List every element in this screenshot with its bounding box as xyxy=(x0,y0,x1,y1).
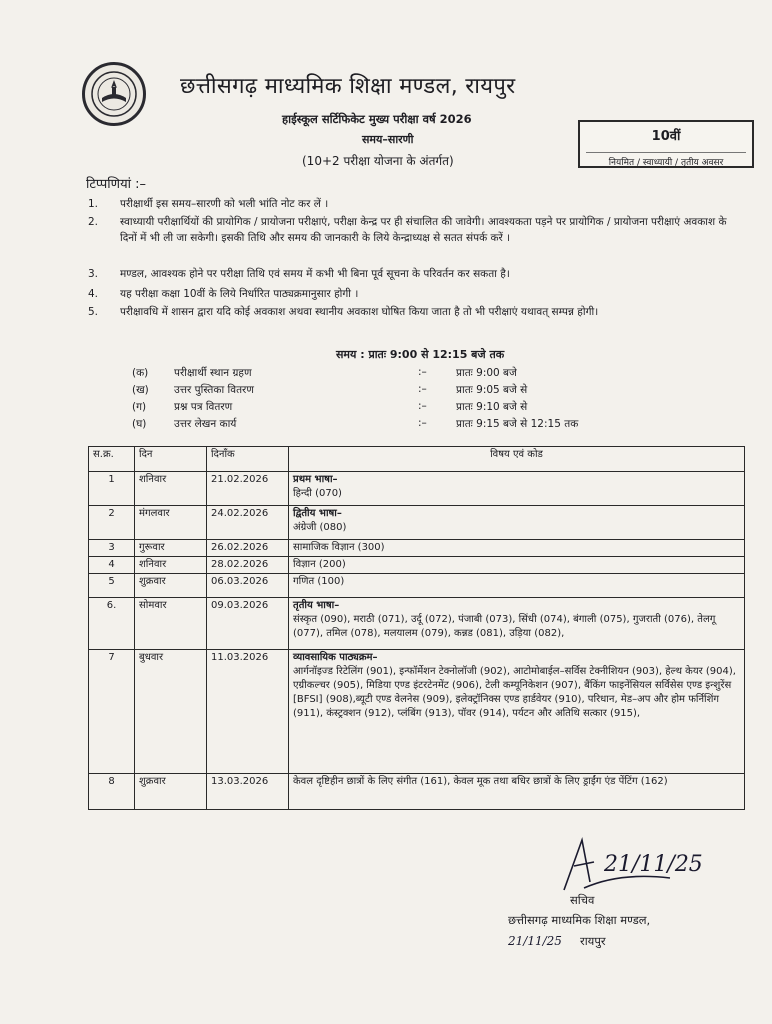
cell-subject: विज्ञान (200) xyxy=(289,557,745,574)
schedule-label: उत्तर पुस्तिका वितरण xyxy=(174,384,254,396)
cell-day: मंगलवार xyxy=(135,506,207,540)
cell-day: बुधवार xyxy=(135,650,207,774)
schedule-separator: :– xyxy=(418,383,427,395)
schedule-value: प्रातः 9:05 बजे से xyxy=(456,384,528,396)
cell-subject: गणित (100) xyxy=(289,574,745,598)
subject-list: अंग्रेजी (080) xyxy=(293,522,347,533)
cell-subject: सामाजिक विज्ञान (300) xyxy=(289,540,745,557)
cell-date: 11.03.2026 xyxy=(207,650,289,774)
schedule-separator: :– xyxy=(418,400,427,412)
exam-subtitle: हाईस्कूल सर्टिफिकेट मुख्य परीक्षा वर्ष 2026 xyxy=(282,112,472,126)
note-text: यह परीक्षा कक्षा 10वीं के लिये निर्धारित पाठ्यक्रमानुसार होगी । xyxy=(120,288,359,300)
exam-time-heading: समय : प्रातः 9:00 से 12:15 बजे तक xyxy=(336,348,505,361)
cell-day: शनिवार xyxy=(135,557,207,574)
cell-day: सोमवार xyxy=(135,598,207,650)
cell-serial: 2 xyxy=(89,506,135,540)
header-day: दिन xyxy=(135,447,207,472)
schedule-key: (क) xyxy=(132,367,149,379)
subject-heading: तृतीय भाषा– xyxy=(293,600,340,611)
cell-serial: 7 xyxy=(89,650,135,774)
subject-heading: व्यावसायिक पाठ्यक्रम– xyxy=(293,652,378,663)
table-header-row xyxy=(89,447,745,472)
handwritten-date: 21/11/25 xyxy=(604,852,703,877)
note-number: 4. xyxy=(88,288,99,300)
table-row xyxy=(89,557,745,574)
class-label: 10वीं xyxy=(651,129,681,144)
cell-day: शुक्रवार xyxy=(135,574,207,598)
cell-subject: केवल दृष्टिहीन छात्रों के लिए संगीत (161), केवल मूक तथा बधिर छात्रों के लिए ड्राईंग एंड पेंटिंग (162) xyxy=(289,774,745,810)
header-subject: विषय एवं कोड xyxy=(289,447,745,472)
note-text: परीक्षावधि में शासन द्वारा यदि कोई अवकाश अथवा स्थानीय अवकाश घोषित किया जाता है तो भी परीक्षाएं यथावत् सम्पन्न होगी। xyxy=(120,306,599,318)
table-row xyxy=(89,472,745,506)
note-item xyxy=(88,286,738,302)
schedule-value: प्रातः 9:15 बजे से 12:15 तक xyxy=(456,418,579,430)
notes-heading: टिप्पणियां :– xyxy=(86,177,146,192)
schedule-row xyxy=(132,400,692,415)
header-serial: स.क्र. xyxy=(89,447,135,472)
cell-subject xyxy=(289,650,745,774)
cell-date: 26.02.2026 xyxy=(207,540,289,557)
cell-date: 06.03.2026 xyxy=(207,574,289,598)
cell-day: शुक्रवार xyxy=(135,774,207,810)
org-line-1: छत्तीसगढ़ माध्यमिक शिक्षा मण्डल, xyxy=(508,913,651,927)
table-row xyxy=(89,650,745,774)
schedule-row xyxy=(132,366,692,381)
cell-date: 21.02.2026 xyxy=(207,472,289,506)
cell-day: गुरूवार xyxy=(135,540,207,557)
schedule-row xyxy=(132,417,692,432)
exam-timetable xyxy=(88,446,745,810)
schedule-key: (ख) xyxy=(132,384,149,396)
table-row xyxy=(89,540,745,557)
cell-serial: 3 xyxy=(89,540,135,557)
table-row xyxy=(89,574,745,598)
note-number: 2. xyxy=(88,216,99,228)
cell-serial: 4 xyxy=(89,557,135,574)
schedule-separator: :– xyxy=(418,366,427,378)
note-text: परीक्षार्थी इस समय–सारणी को भली भांति नोट कर लें । xyxy=(120,198,329,210)
cell-serial: 5 xyxy=(89,574,135,598)
cell-date: 24.02.2026 xyxy=(207,506,289,540)
cell-date: 28.02.2026 xyxy=(207,557,289,574)
book-emblem-icon xyxy=(90,70,138,118)
note-item xyxy=(88,214,738,262)
schedule-separator: :– xyxy=(418,417,427,429)
subject-heading: द्वितीय भाषा– xyxy=(293,508,342,519)
note-number: 5. xyxy=(88,306,99,318)
schedule-label: उत्तर लेखन कार्य xyxy=(174,418,237,430)
org-line-2: रायपुर xyxy=(580,934,606,948)
initials-date: 21/11/25 xyxy=(508,934,562,948)
schedule-value: प्रातः 9:00 बजे xyxy=(456,367,517,379)
designation: सचिव xyxy=(570,893,595,907)
header-date: दिनाँक xyxy=(207,447,289,472)
table-row xyxy=(89,598,745,650)
note-number: 1. xyxy=(88,198,99,210)
note-item xyxy=(88,266,738,282)
cell-serial: 8 xyxy=(89,774,135,810)
cell-serial: 1 xyxy=(89,472,135,506)
cell-date: 09.03.2026 xyxy=(207,598,289,650)
doc-type: समय–सारणी xyxy=(362,133,414,146)
note-text: स्वाध्यायी परीक्षार्थियों की प्रायोगिक / प्रायोजना परीक्षाएं, परीक्षा केन्द्र पर ही संचालित की जावेगी। आवश्यकता पड़ने पर प्रायोगिक / प्रायोजना परीक्षाएं अवकाश के दिनों में भी ली जा सकेगी। इसकी तिथि और समय की जानकारी के लिये केन्द्राध्यक्ष से सतत संपर्क करें । xyxy=(120,216,727,244)
schedule-label: परीक्षार्थी स्थान ग्रहण xyxy=(174,367,252,379)
cell-subject xyxy=(289,472,745,506)
schedule-row xyxy=(132,383,692,398)
table-row xyxy=(89,506,745,540)
exam-scheme: (10+2 परीक्षा योजना के अंतर्गत) xyxy=(302,154,454,168)
cell-date: 13.03.2026 xyxy=(207,774,289,810)
class-box xyxy=(578,120,754,168)
schedule-value: प्रातः 9:10 बजे से xyxy=(456,401,528,413)
subject-list: संस्कृत (090), मराठी (071), उर्दू (072), पंजाबी (073), सिंधी (074), बंगाली (075), गुजराती (076), तेलगू (077), तमिल (078), मलयालम (079), कन्नड (081), उड़िया (082), xyxy=(293,614,716,639)
cell-serial: 6. xyxy=(89,598,135,650)
subject-list: आर्गनॉइज्ड रिटेलिंग (901), इन्फॉर्मेशन टेक्नोलॉजी (902), आटोमोबाईल–सर्विस टेक्नीशियन (903), हेल्थ केयर (904), एग्रीकल्चर (905), मिडिया एण्ड इंटरटेनमेंट (906), टेली कम्यूनिकेशन (907), बैंकिंग फाइनेंसियल सर्विसेस एण्ड इन्शुरेंस [BFSI] (908),ब्यूटी एण्ड वेलनेस (909), इलेक्ट्रॉनिक्स एण्ड हार्डवेयर (910), परिधान, मेड–अप और होम फर्निशिंग (911), कंस्ट्रक्शन (912), प्लंबिंग (913), पॉवर (914), पर्यटन और अतिथि सत्कार (915), xyxy=(293,666,736,719)
note-number: 3. xyxy=(88,268,99,280)
cell-subject xyxy=(289,598,745,650)
cell-day: शनिवार xyxy=(135,472,207,506)
subject-heading: प्रथम भाषा– xyxy=(293,474,338,485)
table-row xyxy=(89,774,745,810)
cell-subject xyxy=(289,506,745,540)
note-text: मण्डल, आवश्यक होने पर परीक्षा तिथि एवं समय में कभी भी बिना पूर्व सूचना के परिवर्तन कर सकता है। xyxy=(120,268,510,280)
schedule-label: प्रश्न पत्र वितरण xyxy=(174,401,233,413)
note-item xyxy=(88,304,738,336)
board-logo xyxy=(82,62,146,126)
note-item xyxy=(88,196,738,212)
board-title: छत्तीसगढ़ माध्यमिक शिक्षा मण्डल, रायपुर xyxy=(180,74,516,99)
schedule-key: (घ) xyxy=(132,418,147,430)
category-label: नियमित / स्वाध्यायी / तृतीय अवसर xyxy=(586,152,746,168)
schedule-key: (ग) xyxy=(132,401,147,413)
subject-list: हिन्दी (070) xyxy=(293,488,342,499)
